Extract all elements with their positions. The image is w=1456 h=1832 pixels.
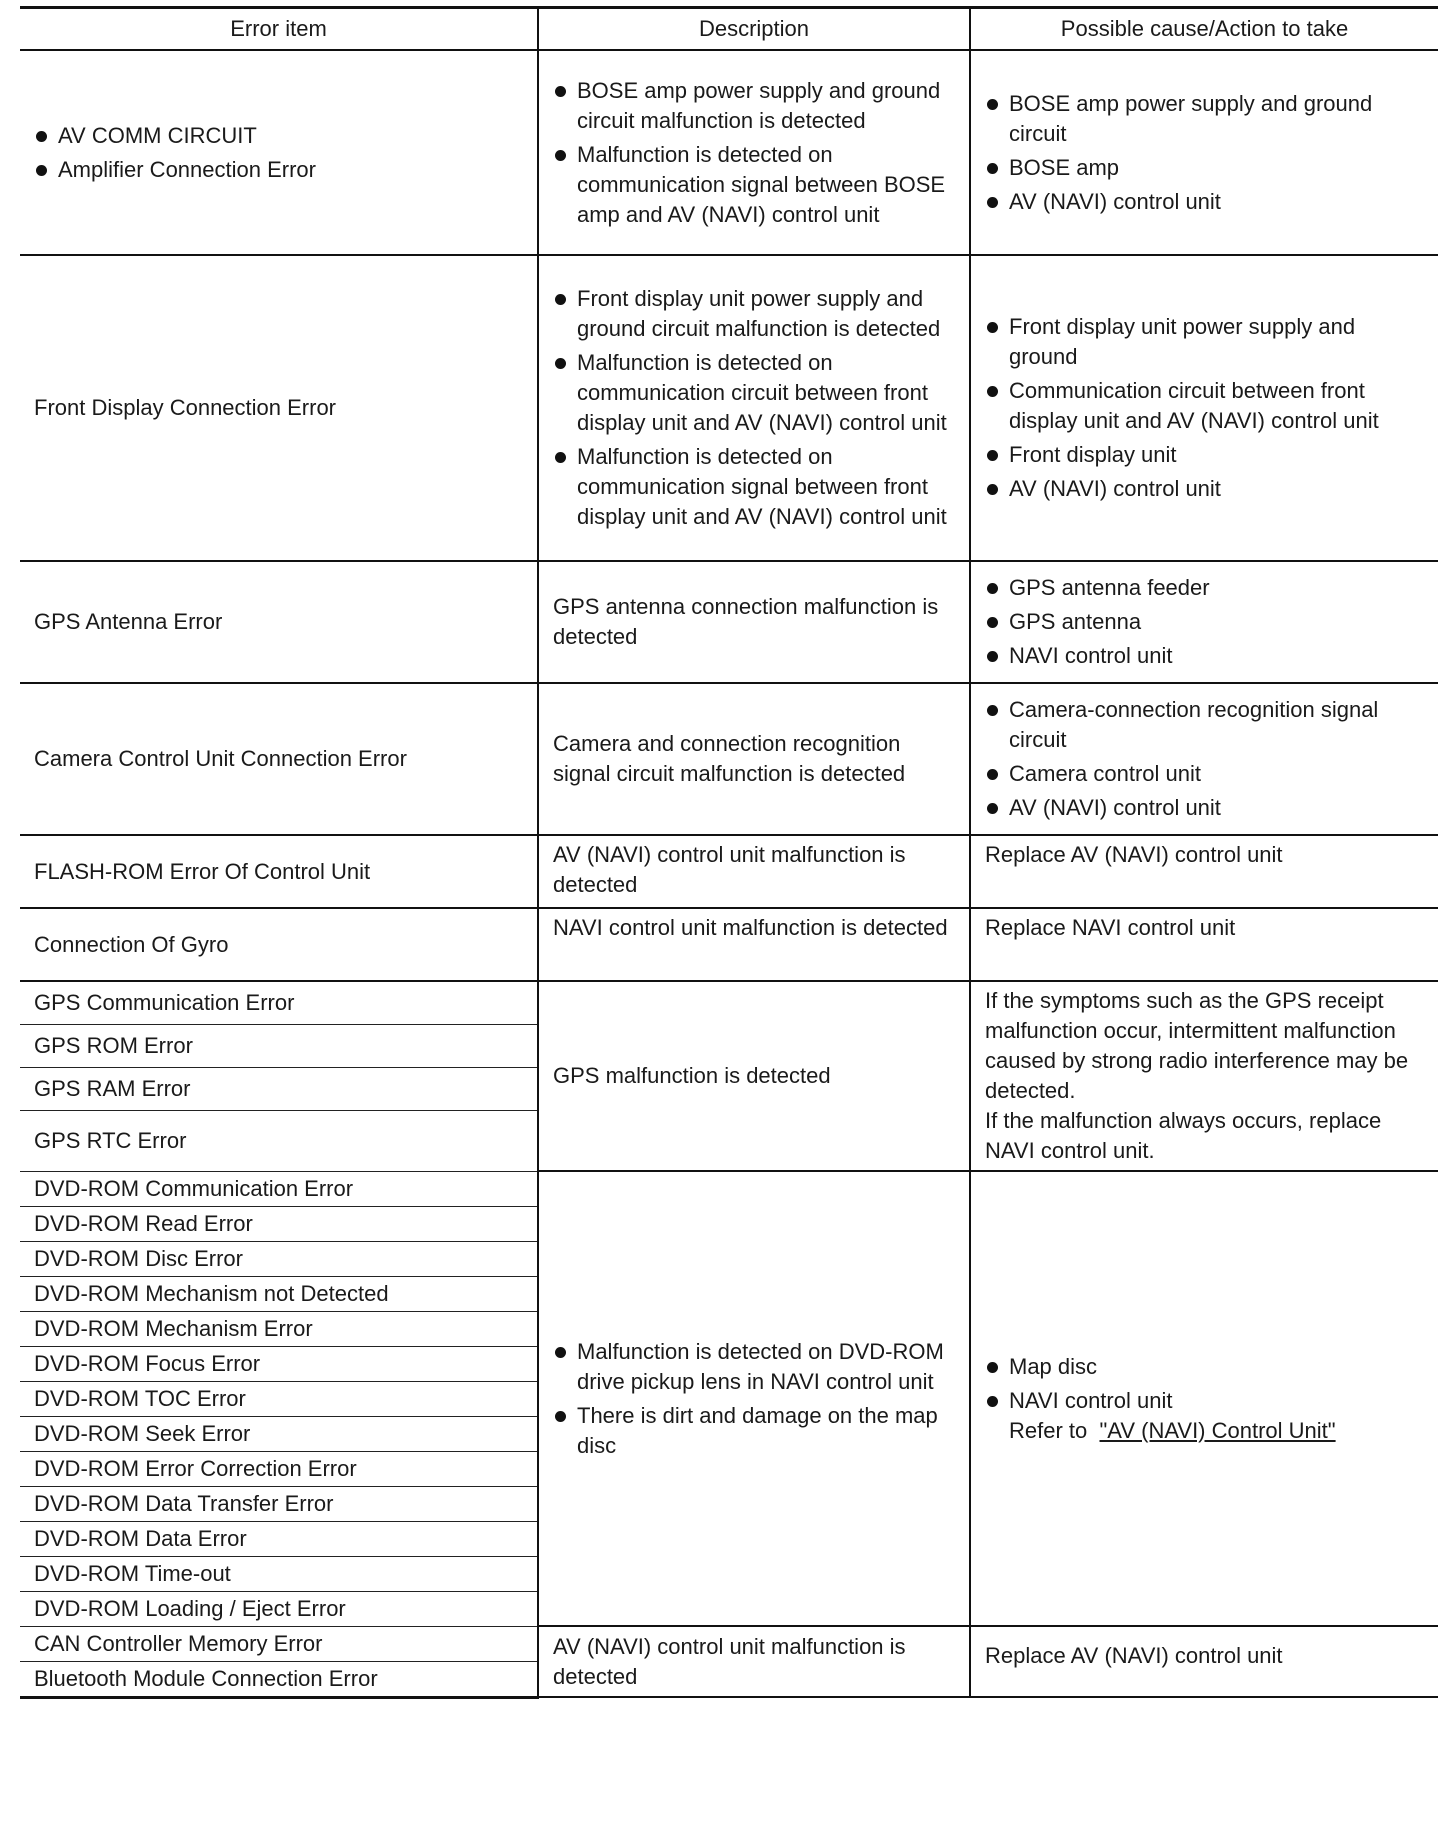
cause-cell: Replace NAVI control unit (970, 908, 1438, 981)
bullet-icon (987, 386, 998, 397)
error-item-cell: GPS Communication Error (20, 981, 538, 1025)
error-item-cell: DVD-ROM Error Correction Error (20, 1451, 538, 1486)
list-item: Front display unit power supply and ground (985, 312, 1424, 372)
table-row (20, 683, 1438, 835)
error-item-cell: DVD-ROM Mechanism not Detected (20, 1276, 538, 1311)
error-item-cell: DVD-ROM Disc Error (20, 1241, 538, 1276)
list-item: GPS antenna (985, 607, 1424, 637)
bullet-icon (987, 1362, 998, 1373)
cause-cell: Replace AV (NAVI) control unit (970, 835, 1438, 908)
error-item-cell: DVD-ROM TOC Error (20, 1381, 538, 1416)
bullet-icon (987, 583, 998, 594)
cause-cell (970, 981, 1438, 1171)
error-item-cell: FLASH-ROM Error Of Control Unit (20, 835, 538, 908)
bullet-icon (555, 294, 566, 305)
bullet-icon (555, 1411, 566, 1422)
list-item: Communication circuit between front display unit and AV (NAVI) control unit (985, 376, 1424, 436)
list-item: AV (NAVI) control unit (985, 474, 1424, 504)
bullet-icon (987, 197, 998, 208)
error-item-cell: Front Display Connection Error (20, 255, 538, 561)
list-item: AV (NAVI) control unit (985, 793, 1424, 823)
description-cell: NAVI control unit malfunction is detected (538, 908, 970, 981)
error-item-cell: Camera Control Unit Connection Error (20, 683, 538, 835)
cause-cell (970, 1171, 1438, 1626)
error-item-cell: DVD-ROM Read Error (20, 1206, 538, 1241)
bullet-icon (987, 651, 998, 662)
cause-cell (970, 50, 1438, 255)
refer-link[interactable]: "AV (NAVI) Control Unit" (1099, 1417, 1336, 1443)
error-item-cell: DVD-ROM Loading / Eject Error (20, 1591, 538, 1626)
list-item: Malfunction is detected on communication signal between front display unit and AV (NAVI) control unit (553, 442, 955, 532)
list-item: BOSE amp power supply and ground circuit (985, 89, 1424, 149)
header-row (20, 8, 1438, 51)
error-item-cell: DVD-ROM Mechanism Error (20, 1311, 538, 1346)
error-item-cell: DVD-ROM Focus Error (20, 1346, 538, 1381)
error-table (20, 6, 1438, 1699)
list-item: Front display unit (985, 440, 1424, 470)
table-row (20, 1626, 1438, 1661)
bullet-icon (987, 450, 998, 461)
bullet-icon (987, 99, 998, 110)
list-item: Malfunction is detected on communication circuit between front display unit and AV (NAVI) control unit (553, 348, 955, 438)
table-row (20, 1171, 1438, 1206)
error-item-cell: DVD-ROM Communication Error (20, 1171, 538, 1206)
error-item-cell: GPS RAM Error (20, 1068, 538, 1111)
bullet-icon (555, 358, 566, 369)
error-item-cell: GPS RTC Error (20, 1111, 538, 1171)
header-description: Description (538, 8, 970, 51)
list-item: BOSE amp (985, 153, 1424, 183)
error-item-cell (20, 50, 538, 255)
table-row (20, 981, 1438, 1025)
list-item: AV (NAVI) control unit (985, 187, 1424, 217)
error-item-cell: DVD-ROM Data Transfer Error (20, 1486, 538, 1521)
cause-cell (970, 683, 1438, 835)
bullet-icon (987, 484, 998, 495)
description-cell: AV (NAVI) control unit malfunction is detected (538, 1626, 970, 1697)
table-row (20, 835, 1438, 908)
header-error-item: Error item (20, 8, 538, 51)
table-row (20, 255, 1438, 561)
bullet-icon (987, 803, 998, 814)
error-item-cell: DVD-ROM Time-out (20, 1556, 538, 1591)
bullet-icon (987, 617, 998, 628)
description-cell (538, 255, 970, 561)
description-cell: GPS antenna connection malfunction is detected (538, 561, 970, 683)
bullet-icon (987, 163, 998, 174)
bullet-icon (555, 86, 566, 97)
error-item-cell: CAN Controller Memory Error (20, 1626, 538, 1661)
list-item: GPS antenna feeder (985, 573, 1424, 603)
list-item: Amplifier Connection Error (34, 155, 523, 185)
list-item: Malfunction is detected on DVD-ROM drive pickup lens in NAVI control unit (553, 1337, 955, 1397)
cause-cell (970, 561, 1438, 683)
cause-cell: Replace AV (NAVI) control unit (970, 1626, 1438, 1697)
list-item: Camera-connection recognition signal circuit (985, 695, 1424, 755)
error-item-cell: DVD-ROM Seek Error (20, 1416, 538, 1451)
description-cell: Camera and connection recognition signal circuit malfunction is detected (538, 683, 970, 835)
description-cell (538, 1171, 970, 1626)
table-row (20, 908, 1438, 981)
list-item: There is dirt and damage on the map disc (553, 1401, 955, 1461)
list-item: BOSE amp power supply and ground circuit malfunction is detected (553, 76, 955, 136)
action-text: If the malfunction always occurs, replace NAVI control unit. (985, 1108, 1382, 1163)
bullet-icon (555, 150, 566, 161)
list-item: Camera control unit (985, 759, 1424, 789)
error-item-cell: GPS ROM Error (20, 1025, 538, 1068)
bullet-icon (987, 1396, 998, 1407)
error-item-cell: DVD-ROM Data Error (20, 1521, 538, 1556)
description-cell (538, 50, 970, 255)
header-possible-cause: Possible cause/Action to take (970, 8, 1438, 51)
table-row (20, 50, 1438, 255)
list-item: Malfunction is detected on communication signal between BOSE amp and AV (NAVI) control unit (553, 140, 955, 230)
error-item-cell: Bluetooth Module Connection Error (20, 1661, 538, 1697)
action-text: If the symptoms such as the GPS receipt malfunction occur, intermittent malfunction caused by strong radio interference may be detected. (985, 988, 1409, 1103)
description-cell: GPS malfunction is detected (538, 981, 970, 1171)
error-item-cell: GPS Antenna Error (20, 561, 538, 683)
list-item: AV COMM CIRCUIT (34, 121, 523, 151)
table-row (20, 561, 1438, 683)
bullet-icon (36, 131, 47, 142)
list-item: Map disc (985, 1352, 1424, 1382)
list-item: NAVI control unit Refer to "AV (NAVI) Control Unit" (985, 1386, 1424, 1446)
bullet-icon (987, 322, 998, 333)
bullet-icon (36, 165, 47, 176)
bullet-icon (987, 769, 998, 780)
list-item: NAVI control unit (985, 641, 1424, 671)
bullet-icon (987, 705, 998, 716)
bullet-icon (555, 452, 566, 463)
cause-cell (970, 255, 1438, 561)
description-cell: AV (NAVI) control unit malfunction is detected (538, 835, 970, 908)
error-item-cell: Connection Of Gyro (20, 908, 538, 981)
list-item: Front display unit power supply and ground circuit malfunction is detected (553, 284, 955, 344)
bullet-icon (555, 1347, 566, 1358)
